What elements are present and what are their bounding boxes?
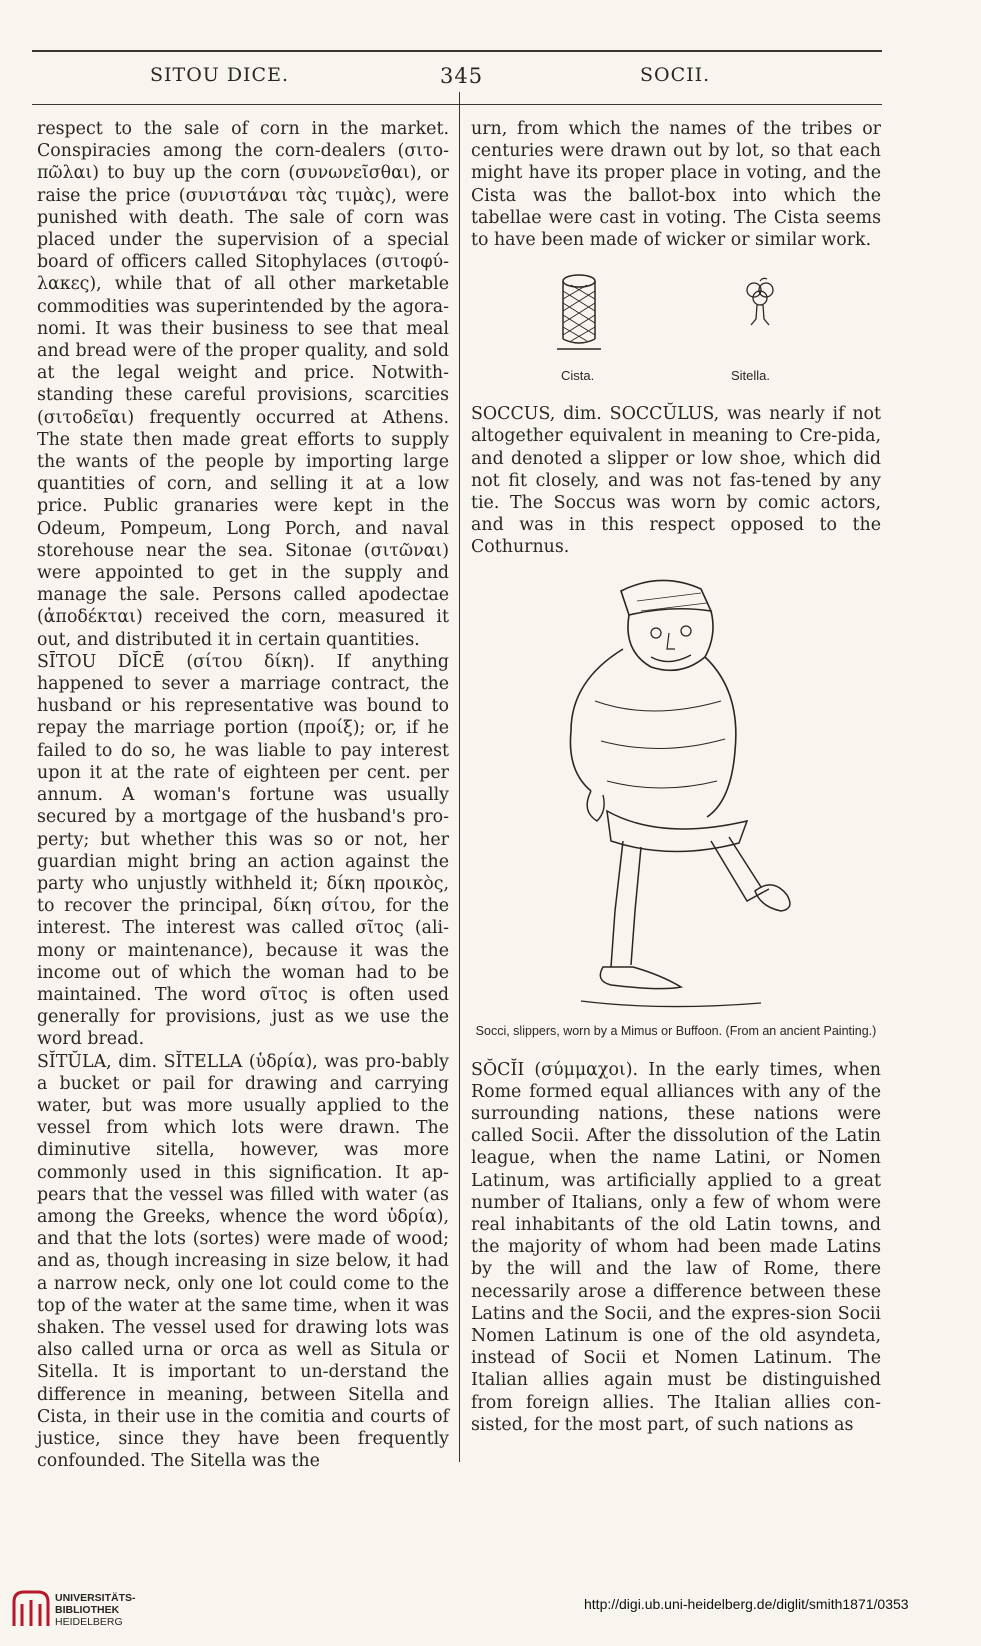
library-logo-icon [12, 1588, 50, 1628]
entry-sitou-dice: SĪTOU DĬCĒ (σίτου δίκη). If anything happened to sever a marriage contract, the husband or his representative was bound to repay the marriage portion (προίξ); or, if he failed to do so, he was liable to pay interest upon it at the rate of eighteen per cent. per annum. A woman's fortune was usually secured by a mortgage of the husband's pro-perty; but whether this was so or not, her guardian might bring an action against the party who unjustly withheld it; δίκη προικὸς, to recover the principal, δίκη σίτου, for the interest. The interest was called σῖτος (ali-mony or maintenance), because it was the income out of which the woman had to be maintained. The word σῖτος is often used generally for provisions, just as we use the word bread. [37, 651, 449, 1050]
soccus-caption: Socci, slippers, worn by a Mimus or Buffoon. (From an ancient Painting.) [475, 1023, 877, 1038]
entry-soccus-text: was nearly if not altogether equivalent in meaning to Cre-pida, and denoted a slipper or low shoe, which did not fit closely, and was not fas-tened by any tie. The Soccus was worn by comic actors, and was in this respect opposed to the Cothurnus. [471, 404, 882, 558]
left-column [37, 118, 449, 1472]
entry-socii: SŎCĬI (σύμμαχοι). In the early times, when Rome formed equal alliances with any of the surrounding nations, these nations were called Socii. After the dissolution of the Latin league, when the name Latini, or Nomen Latinum, was artificially applied to a great number of Italians, only a few of whom were real inhabitants of the old Latin towns, and the majority of whom had been made Latins by the will and the law of Rome, there necessarily arose a difference between these Latins and the Socii, and the expres-sion Socii Nomen Latinum is one of the old asyndeta, instead of Socii et Nomen Latinum. The Italian allies again must be distinguished from foreign allies. The Italian allies con-sisted, for the most part, of such nations as [471, 1059, 881, 1435]
sitella-caption: Sitella. [731, 368, 771, 384]
page-number: 345 [440, 64, 484, 88]
library-name-line1: UNIVERSITÄTS- [55, 1592, 136, 1604]
entry-soccus [471, 403, 881, 558]
soccus-buffoon-illustration [511, 571, 841, 1021]
source-url-link[interactable]: http://digi.ub.uni-heidelberg.de/diglit/smith1871/0353 [584, 1596, 909, 1612]
sitella-illustration [743, 275, 777, 335]
cista-illustration [557, 271, 601, 355]
entry-situla: SĬTŬLA, dim. SĬTELLA (ὑδρία), was pro-bably a bucket or pail for drawing and carrying water, but was more usually applied to the vessel from which lots were drawn. The diminutive sitella, however, was more commonly used in this signification. It ap-pears that the vessel was filled with water (as among the Greeks, whence the word ὑδρία), and that the lots (sortes) were made of wood; and as, though increasing in size below, it had a narrow neck, only one lot could come to the top of the water at the same time, when it was shaken. The vessel used for drawing lots was also called urna or orca as well as Situla or Sitella. It is important to un-derstand the difference in meaning, between Sitella and Cista, in their use in the comitia and courts of justice, since they have been frequently confounded. The Sitella was the [37, 1051, 449, 1472]
cista-caption: Cista. [561, 368, 595, 384]
library-name [55, 1592, 136, 1628]
running-head-left: SITOU DICE. [150, 64, 290, 86]
header-rule [32, 104, 882, 105]
library-name-line3: HEIDELBERG [55, 1616, 123, 1628]
right-column [471, 118, 881, 1436]
cista-sitella-figures [471, 265, 881, 395]
column-divider [459, 92, 460, 1462]
entry-sitophylaces-text: respect to the sale of corn in the market. Conspiracies among the corn-dealers (σιτο-πῶλαι) to buy up the corn (συνωνεῖσθαι), or raise the price (συνιστάναι τὰς τιμὰς), were punished with death. The sale of corn was placed under the supervision of a special board of officers called Sitophylaces (σιτοφύ-λακες), while that of all other marketable commodities was superintended by the agora-nomi. It was their business to see that meal and bread were of the proper quality, and sold at the legal weight and price. Notwith-standing these careful provisions, scarcities (σιτοδεῖαι) frequently occurred at Athens. The state then made great efforts to supply the wants of the people by importing large quantities of corn, and selling it at a low price. Public granaries were kept in the Odeum, Pompeum, Long Porch, and naval storehouse near the sea. Sitonae (σιτῶναι) were appointed to get in the supply and manage the sale. Persons called apodectae (ἀποδέκται) received the corn, measured it out, and distributed it in certain quantities. [37, 119, 449, 650]
entry-soccus-lead: SOCCUS, dim. SOCCŬLUS, [471, 404, 720, 425]
library-name-line2: BIBLIOTHEK [55, 1604, 120, 1616]
top-rule [32, 50, 882, 52]
entry-situla-continued: urn, from which the names of the tribes or centuries were drawn out by lot, so that each might have its proper place in voting, and the Cista was the ballot-box into which the tabellae were cast in voting. The Cista seems to have been made of wicker or similar work. [471, 119, 881, 251]
running-head-right: SOCII. [640, 64, 711, 86]
